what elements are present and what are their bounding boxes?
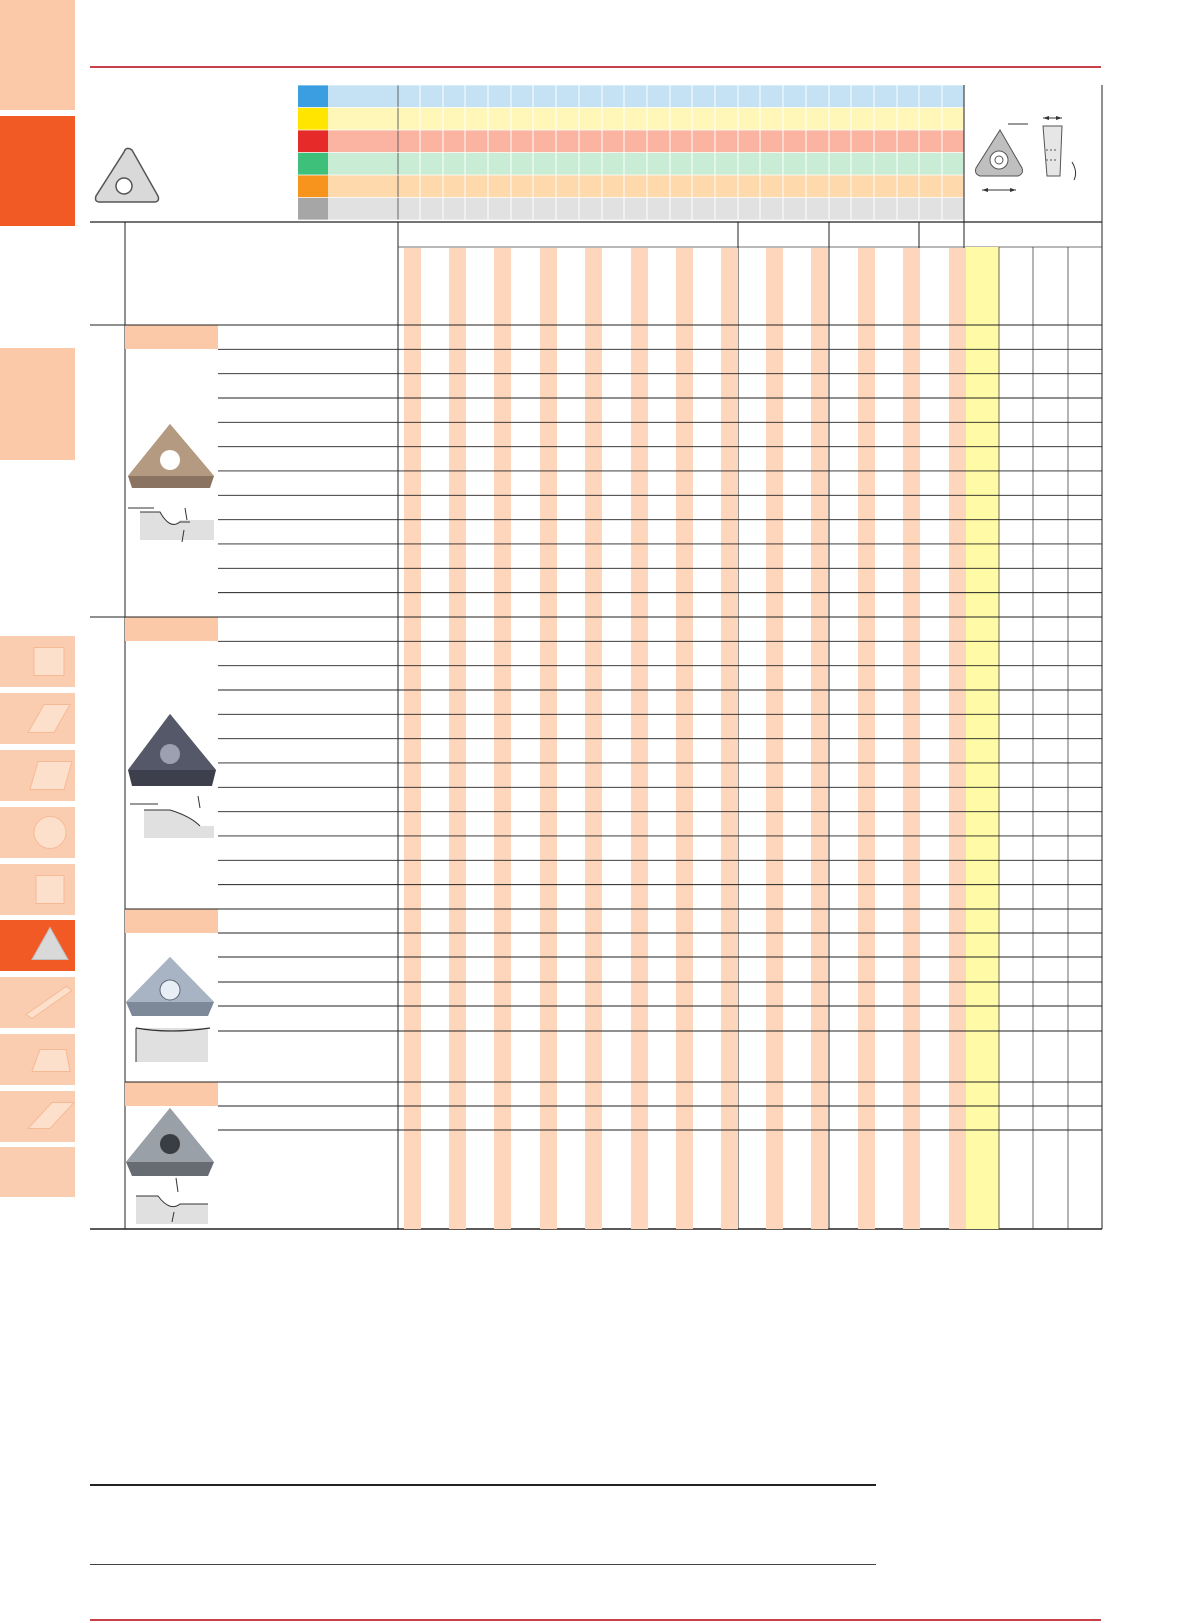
material-row-2 [328, 108, 964, 131]
chipbreaker-profile-4 [136, 1178, 208, 1224]
brown-triangle-insert-icon [128, 424, 214, 488]
material-code-4 [298, 153, 328, 176]
material-code-5 [298, 175, 328, 198]
polished-triangle-insert-icon [126, 957, 214, 1016]
triangular-insert-icon [96, 148, 159, 202]
product-group-tab-1 [125, 325, 218, 349]
material-code-6 [298, 198, 328, 221]
chipbreaker-profile-1 [128, 508, 214, 542]
sharp-edge-profile-3 [136, 1028, 210, 1062]
chipbreaker-profile-2 [130, 796, 214, 838]
material-row-6 [328, 198, 964, 221]
material-row-5 [328, 175, 964, 198]
material-code-1 [298, 85, 328, 108]
material-row-1 [328, 85, 964, 108]
insert-dimension-diagram-icon [976, 116, 1076, 192]
material-code-2 [298, 108, 328, 131]
material-code-3 [298, 130, 328, 153]
grey-triangle-insert-icon [126, 1108, 214, 1176]
product-group-tab-2 [125, 617, 218, 641]
material-row-3 [328, 130, 964, 153]
product-group-tab-4 [125, 1082, 218, 1106]
material-row-4 [328, 153, 964, 176]
dark-triangle-insert-icon [128, 714, 216, 786]
product-group-tab-3 [125, 909, 218, 933]
